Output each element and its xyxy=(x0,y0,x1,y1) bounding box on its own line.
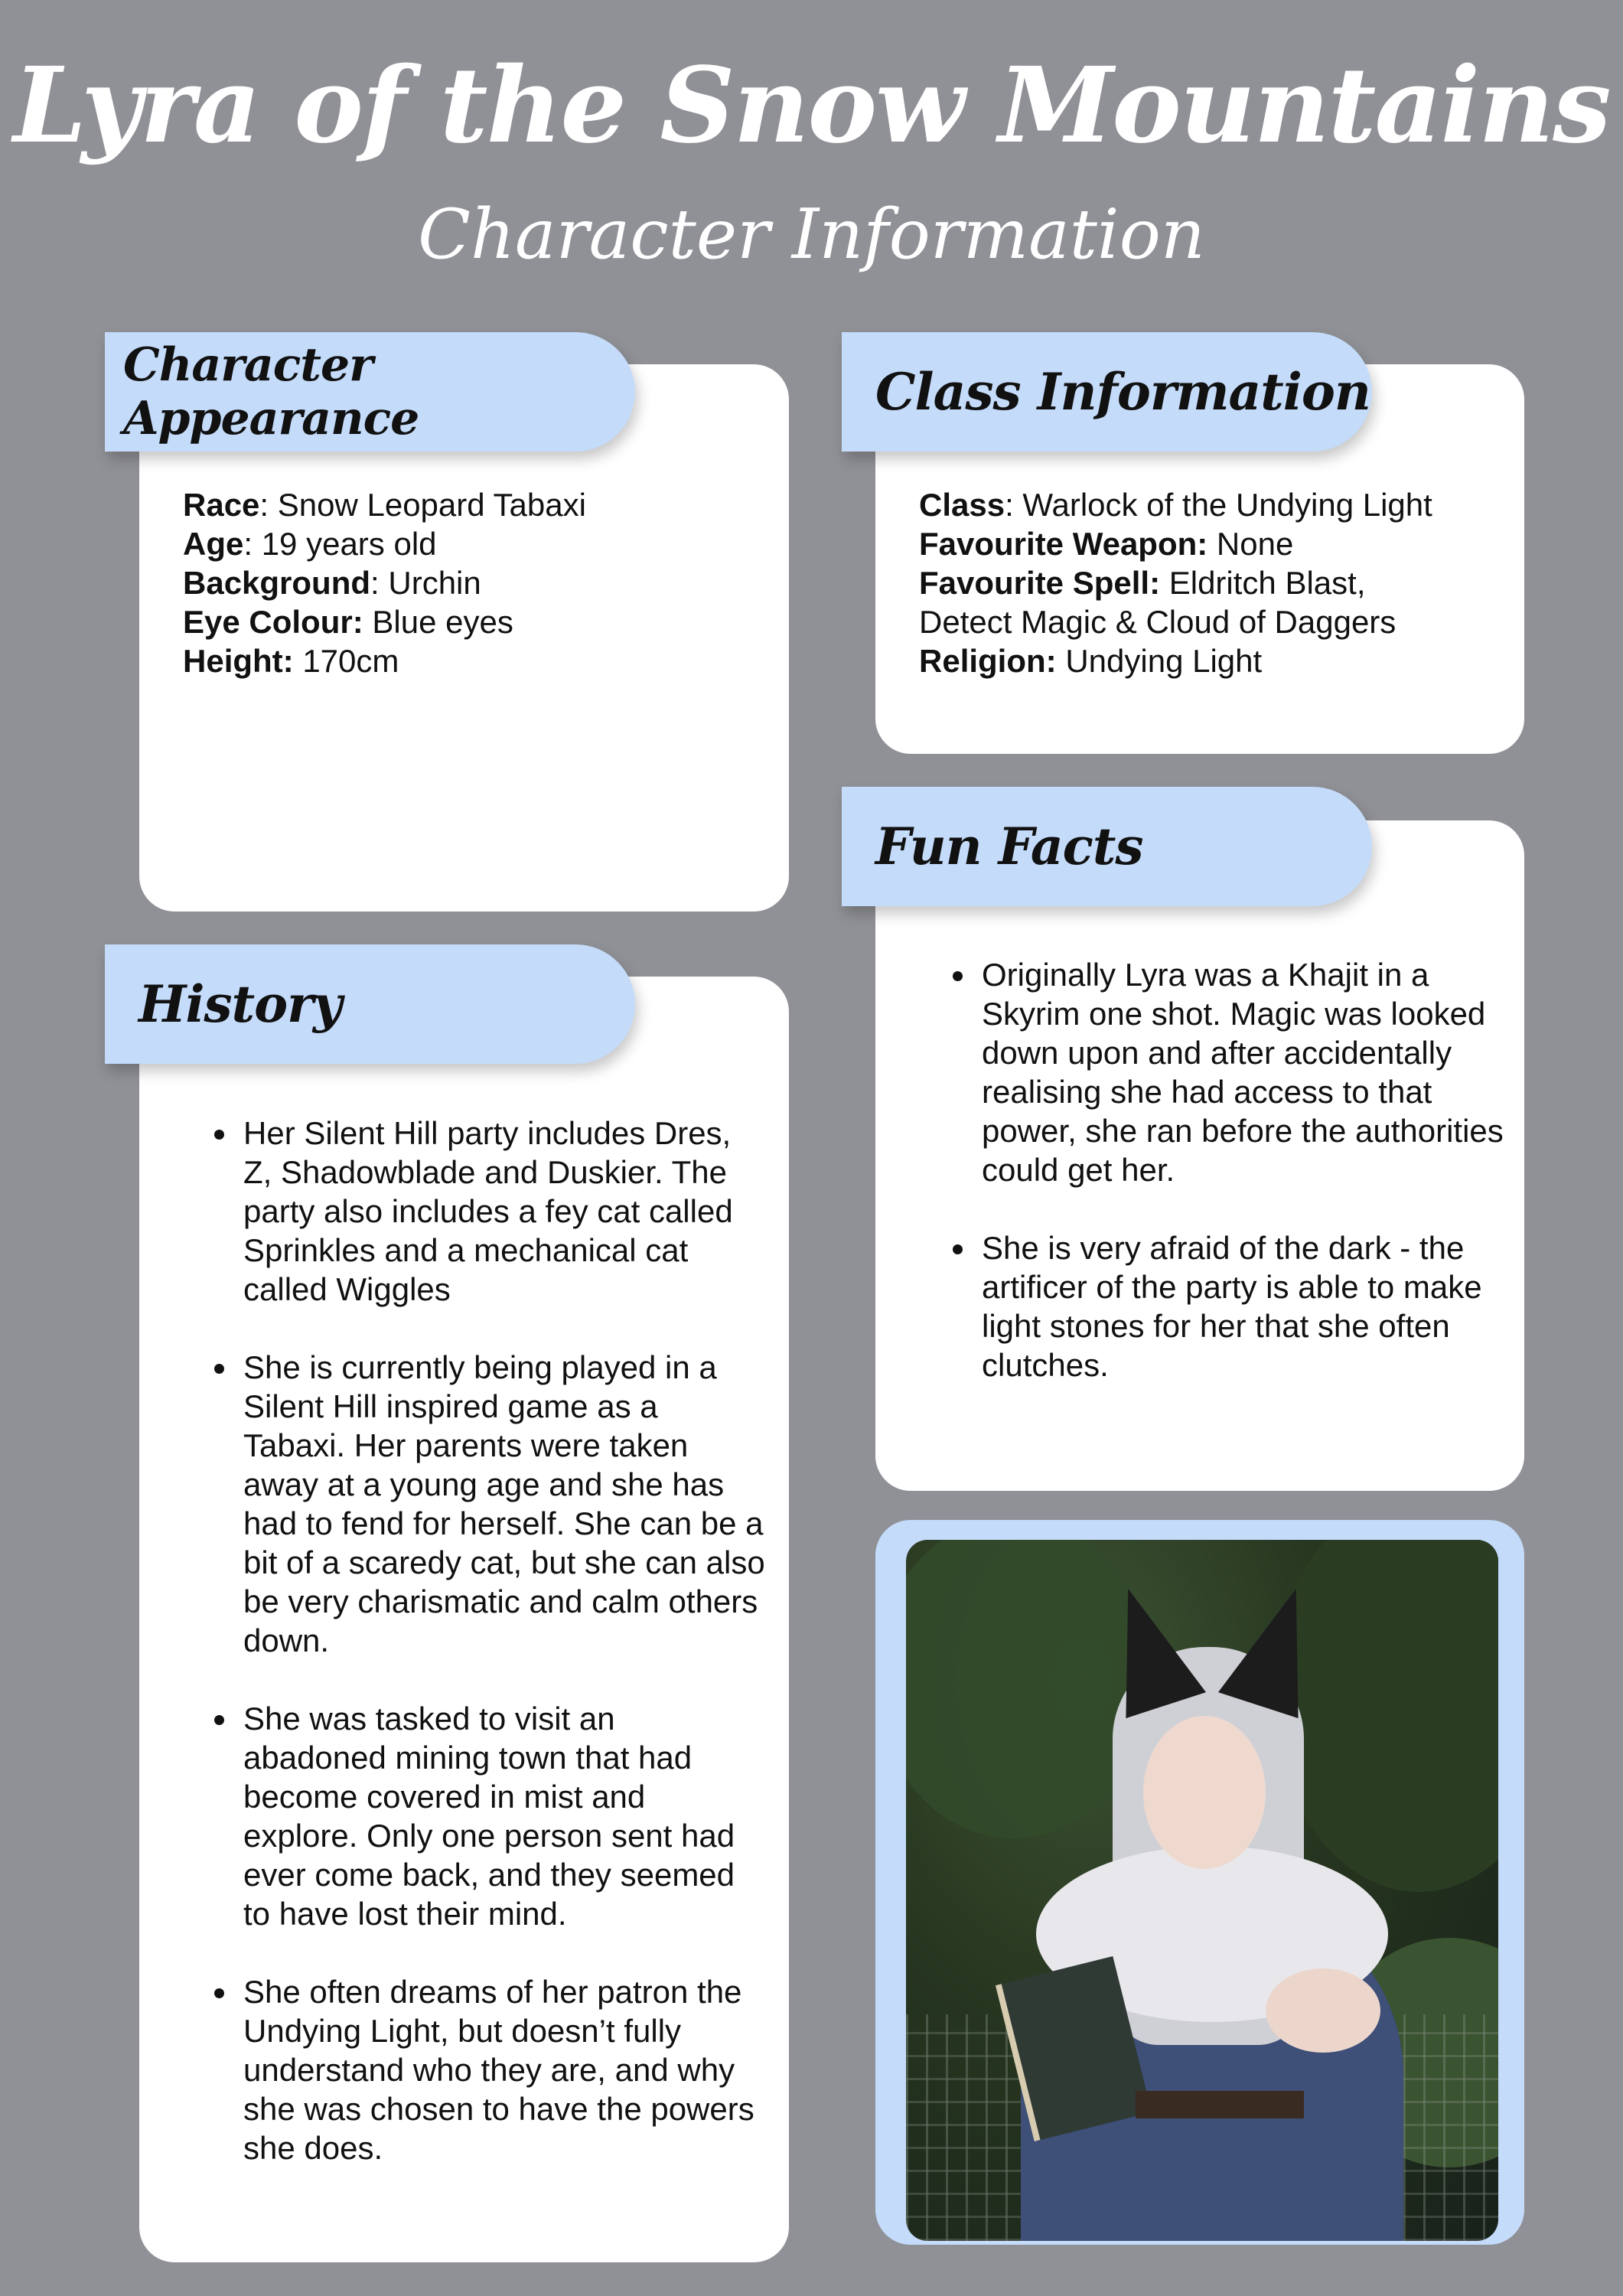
field-label: Height: xyxy=(183,643,294,679)
class-heading xyxy=(842,332,1372,452)
appearance-row-height xyxy=(183,641,586,680)
appearance-row-age xyxy=(183,524,586,563)
field-value: 19 years old xyxy=(253,526,437,562)
field-value: Warlock of the Undying Light xyxy=(1013,487,1432,523)
field-value: 170cm xyxy=(293,643,399,679)
field-value: None xyxy=(1207,526,1294,562)
page-title: Lyra of the Snow Mountains xyxy=(13,44,1610,167)
history-list xyxy=(200,1114,767,2167)
list-item: • Originally Lyra was a Khajit in a Skyrim one shot. Magic was looked down upon and after accidentally realising she had access to that power, she ran before the authorities could get her. xyxy=(977,955,1528,1189)
class-row-religion xyxy=(919,641,1432,680)
field-value: Detect Magic & Cloud of Daggers xyxy=(919,604,1396,640)
appearance-details xyxy=(183,485,586,680)
class-row-weapon xyxy=(919,524,1432,563)
appearance-row-eye-colour xyxy=(183,602,586,641)
list-item: • She is currently being played in a Silent Hill inspired game as a Tabaxi. Her parents were taken away at a young age and she has had to fend for herself. She can be a bit of a scaredy cat, but she can also be very charismatic and calm others down. xyxy=(239,1348,767,1660)
field-sep: : xyxy=(243,526,253,562)
field-sep: : xyxy=(370,565,380,601)
appearance-row-background xyxy=(183,563,586,602)
character-cosplay-photo xyxy=(906,1540,1498,2241)
field-sep: : xyxy=(259,487,269,523)
field-label: Age xyxy=(183,526,244,562)
appearance-heading-text: Character Appearance xyxy=(123,338,419,445)
appearance-heading xyxy=(105,332,635,452)
field-sep: : xyxy=(1005,487,1014,523)
field-label: Favourite Spell: xyxy=(919,565,1161,601)
field-label: Race xyxy=(183,487,260,523)
class-row-class xyxy=(919,485,1432,524)
field-label: Class xyxy=(919,487,1005,523)
list-item: • She is very afraid of the dark - the artificer of the party is able to make light stones for her that she often clutches. xyxy=(977,1228,1528,1384)
history-heading-text: History xyxy=(139,974,342,1034)
page-subtitle: Character Information xyxy=(418,194,1205,275)
field-value: Snow Leopard Tabaxi xyxy=(269,487,586,523)
list-item: • She was tasked to visit an abadoned mining town that had become covered in mist and explore. Only one person sent had ever come back, and they seemed to have lost their mind. xyxy=(239,1699,767,1933)
field-value: Blue eyes xyxy=(363,604,513,640)
field-value: Undying Light xyxy=(1056,643,1263,679)
field-label: Background xyxy=(183,565,371,601)
list-item: • Her Silent Hill party includes Dres, Z, Shadowblade and Duskier. The party also includes a fey cat called Sprinkles and a mechanical cat called Wiggles xyxy=(239,1114,767,1309)
field-label: Favourite Weapon: xyxy=(919,526,1208,562)
fun-facts-list xyxy=(939,955,1528,1384)
appearance-row-race xyxy=(183,485,586,524)
class-row-spell xyxy=(919,563,1432,602)
field-label: Eye Colour: xyxy=(183,604,363,640)
field-label: Religion: xyxy=(919,643,1057,679)
photo-belt xyxy=(1136,2091,1304,2118)
list-item: • She often dreams of her patron the Undying Light, but doesn’t fully understand who they are, and why she was chosen to have the powers she does. xyxy=(239,1972,767,2167)
photo-face xyxy=(1143,1716,1266,1869)
field-value: Eldritch Blast, xyxy=(1160,565,1366,601)
history-heading xyxy=(105,944,635,1064)
class-details xyxy=(919,485,1432,680)
field-value: Urchin xyxy=(379,565,481,601)
class-row-spell-cont xyxy=(919,602,1432,641)
fun-facts-heading xyxy=(842,787,1372,906)
fun-facts-heading-text: Fun Facts xyxy=(875,817,1143,876)
photo-hand xyxy=(1266,1968,1380,2053)
class-heading-text: Class Information xyxy=(875,362,1370,422)
